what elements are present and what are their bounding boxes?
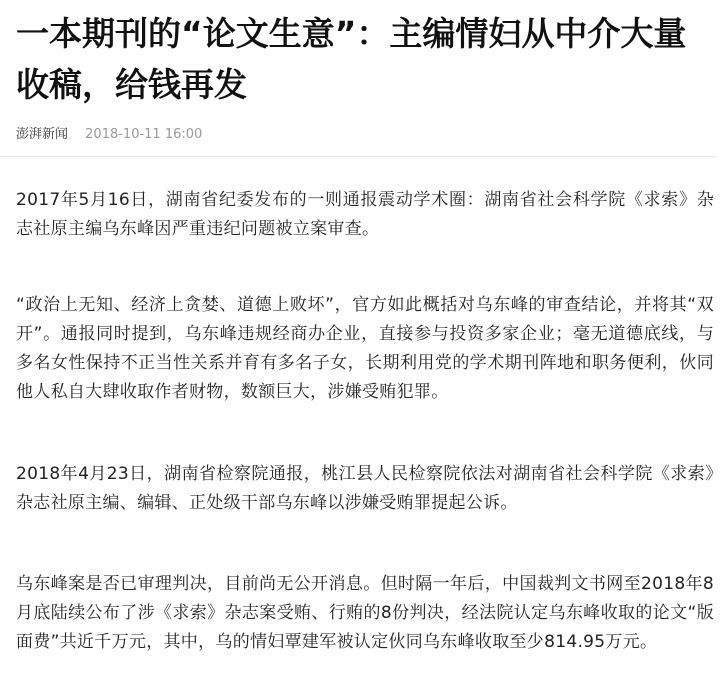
header-divider (0, 156, 716, 157)
paragraph-4: 乌东峰案是否已审理判决，目前尚无公开消息。但时隔一年后，中国裁判文书网至2018年8月底陆续公布了涉《求索》杂志案受贿、行贿的8份判决，经法院认定乌东峰收取的论文“版面费”共近千万元，其中，乌的情妇覃建军被认定伙同乌东峰收取至少814.95万元。 (16, 574, 714, 652)
paragraph-3: 2018年4月23日，湖南省检察院通报，桃江县人民检察院依法对湖南省社会科学院《求索》杂志社原主编、编辑、正处级干部乌东峰以涉嫌受贿罪提起公诉。 (16, 464, 714, 513)
paragraph-2: “政治上无知、经济上贪婪、道德上败坏”，官方如此概括对乌东峰的审查结论，并将其“双开”。通报同时提到，乌东峰违规经商办企业，直接参与投资多家企业；毫无道德底线，与多名女性保持不正当性关系并育有多名子女，长期利用党的学术期刊阵地和职务便利，伙同他人私自大肆收取作者财物，数额巨大，涉嫌受贿犯罪。 (16, 295, 714, 402)
article-meta (16, 126, 202, 144)
article-source[interactable]: 澎湃新闻 (16, 127, 69, 142)
article-title: 一本期刊的“论文生意”：主编情妇从中介大量收稿，给钱再发 (16, 14, 687, 104)
publish-time: 2018-10-11 16:00 (85, 127, 203, 142)
paragraph-1: 2017年5月16日，湖南省纪委发布的一则通报震动学术圈：湖南省社会科学院《求索》杂志社原主编乌东峰因严重违纪问题被立案审查。 (16, 190, 714, 239)
